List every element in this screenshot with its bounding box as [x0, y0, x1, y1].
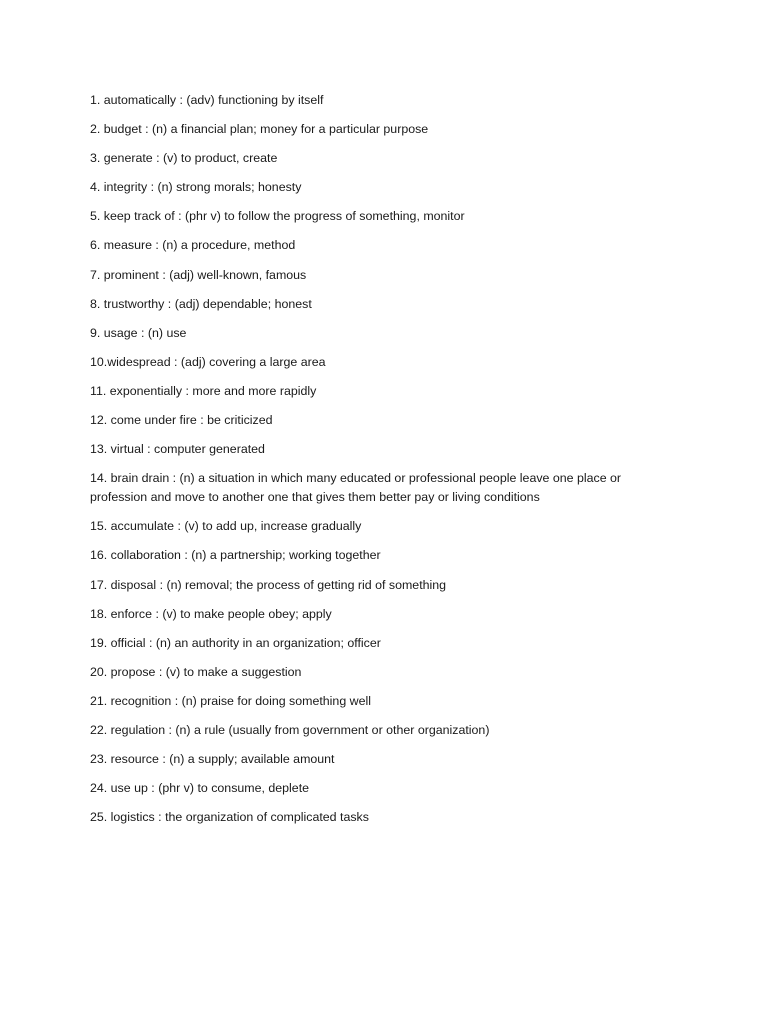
vocab-entry: 3. generate : (v) to product, create — [90, 151, 278, 166]
vocabulary-list — [90, 91, 650, 837]
vocab-entry: 22. regulation : (n) a rule (usually from government or other organization) — [90, 722, 490, 737]
vocab-entry: 24. use up : (phr v) to consume, deplete — [90, 781, 310, 796]
vocab-entry: 19. official : (n) an authority in an organization; officer — [90, 635, 381, 650]
vocab-entry: 12. come under fire : be criticized — [90, 413, 273, 428]
vocab-entry: 17. disposal : (n) removal; the process of getting rid of something — [90, 577, 447, 592]
vocab-entry: 8. trustworthy : (adj) dependable; honest — [90, 296, 312, 311]
vocab-entry: 18. enforce : (v) to make people obey; apply — [90, 606, 332, 621]
vocab-entry: 4. integrity : (n) strong morals; honesty — [90, 180, 302, 195]
vocab-entry: 9. usage : (n) use — [90, 325, 187, 340]
vocab-entry: 15. accumulate : (v) to add up, increase gradually — [90, 519, 362, 534]
vocab-entry: 21. recognition : (n) praise for doing something well — [90, 693, 372, 708]
vocab-entry: 5. keep track of : (phr v) to follow the progress of something, monitor — [90, 209, 465, 224]
vocab-entry: 2. budget : (n) a financial plan; money for a particular purpose — [90, 122, 429, 137]
vocab-entry: 10.widespread : (adj) covering a large area — [90, 354, 326, 369]
vocab-entry: 14. brain drain : (n) a situation in which many educated or professional people leave one place or profession and move to another one that gives them better pay or living conditions — [90, 471, 622, 505]
vocab-entry: 11. exponentially : more and more rapidly — [90, 383, 317, 398]
vocab-entry: 7. prominent : (adj) well-known, famous — [90, 267, 307, 282]
vocab-entry: 16. collaboration : (n) a partnership; working together — [90, 548, 381, 563]
vocab-entry: 6. measure : (n) a procedure, method — [90, 238, 296, 253]
vocab-entry: 20. propose : (v) to make a suggestion — [90, 664, 302, 679]
vocab-entry: 25. logistics : the organization of complicated tasks — [90, 810, 369, 825]
vocab-entry: 1. automatically : (adv) functioning by itself — [90, 93, 324, 107]
vocab-entry: 13. virtual : computer generated — [90, 442, 265, 457]
vocab-entry: 23. resource : (n) a supply; available amount — [90, 752, 335, 767]
